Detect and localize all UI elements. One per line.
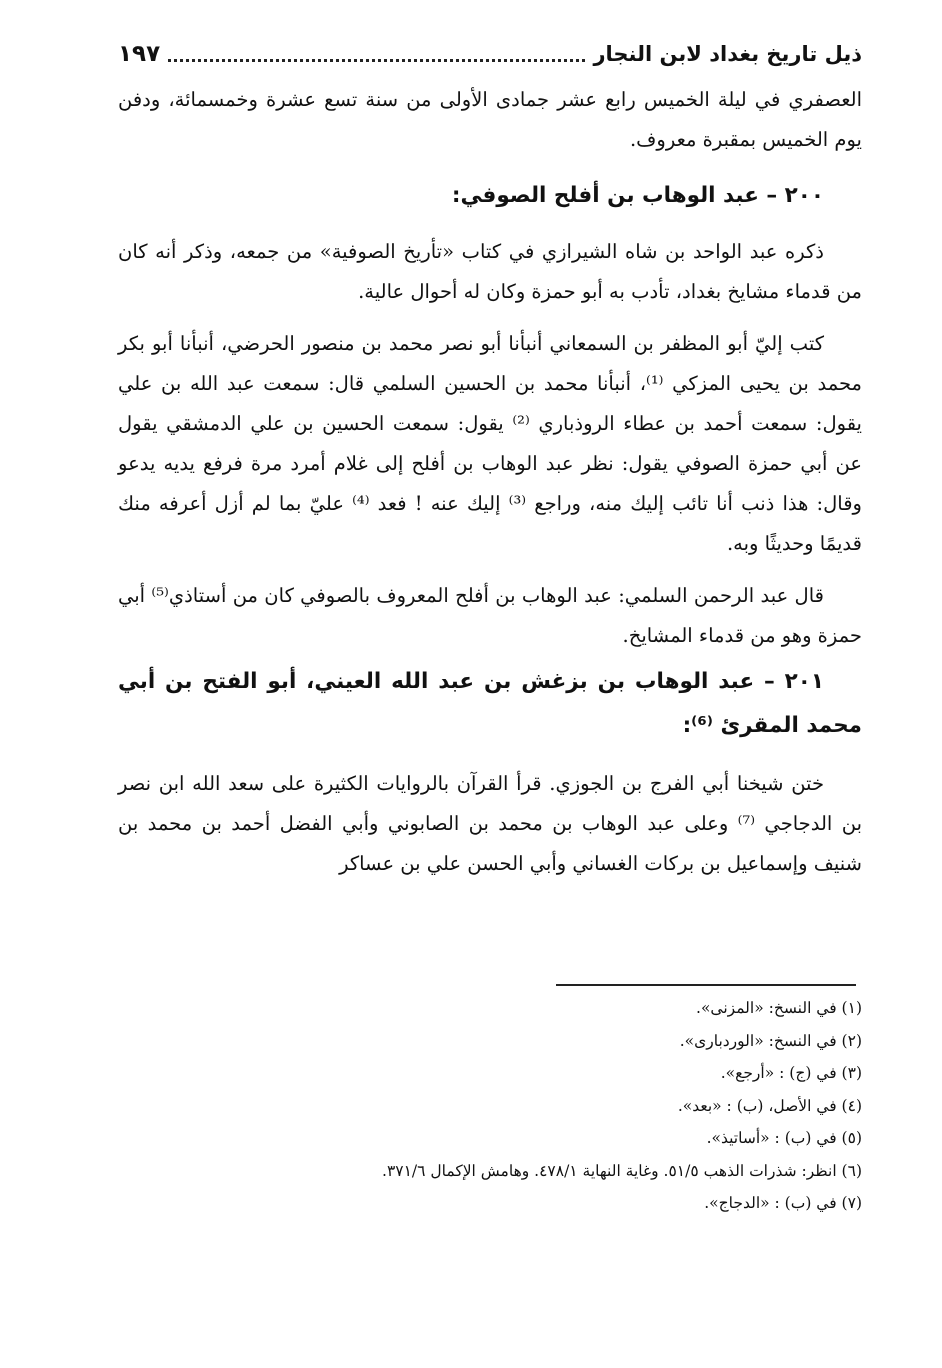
footnote-item: (٥) في (ب) : «أساتيذ».: [706, 1129, 862, 1147]
footnote-item: (٤) في الأصل، (ب) : «بعد».: [677, 1096, 862, 1115]
page-number: ١٩٧: [118, 41, 161, 67]
body-paragraph: ختن شيخنا أبي الفرج بن الجوزي. قرأ القرآن بالروايات الكثيرة على سعد الله ابن نصر بن الدجاجي ⁽⁷⁾ وعلى عبد الوهاب بن محمد بن الصابوني وأبي الفضل أحمد بن محمد بن شنيف وإسماعيل بن بركات الغساني وأبي الحسن علي بن عساكر: [118, 772, 862, 875]
body-paragraph: العصفري في ليلة الخميس رابع عشر جمادى الأولى من سنة تسع عشرة وخمسمائة، ودفن يوم الخميس بمقبرة معروف.: [118, 88, 862, 151]
body-paragraph: قال عبد الرحمن السلمي: عبد الوهاب بن أفلح المعروف بالصوفي كان من أستاذي⁽⁵⁾ أبي حمزة وهو من قدماء المشايخ.: [118, 584, 862, 647]
footnote-item: (٦) انظر: شذرات الذهب ٥١/٥. وغاية النهاية ٤٧٨/١. وهامش الإكمال ٣٧١/٦.: [382, 1161, 862, 1180]
body-paragraph: ذكره عبد الواحد بن شاه الشيرازي في كتاب «تأريخ الصوفية» من جمعه، وذكر أنه كان من قدماء مشايخ بغداد، تأدب به أبو حمزة وكان له أحوال عالية.: [118, 240, 862, 303]
running-header: [118, 34, 862, 74]
book-title: ذيل تاريخ بغداد لابن النجار: [593, 42, 862, 66]
entry-heading: ٢٠٠ – عبد الوهاب بن أفلح الصوفي:: [451, 183, 824, 208]
body-paragraph: كتب إليّ أبو المظفر بن السمعاني أنبأنا أبو نصر محمد بن منصور الحرضي، أنبأنا أبو بكر محمد بن يحيى المزكي ⁽¹⁾، أنبأنا محمد بن الحسين السلمي قال: سمعت عبد الله بن علي يقول: سمعت أحمد بن عطاء الروذباري ⁽²⁾ يقول: سمعت الحسين بن علي الدمشقي يقول عن أبي حمزة الصوفي يقول: نظر عبد الوهاب بن أفلح إلى غلام أمرد مرة فرفع يديه يدعو وقال: هذا ذنب أنا تائب إليك منه، وراجع ⁽³⁾ إليك عنه ! فعد ⁽⁴⁾ عليّ بما لم أزل أعرفه منك قديمًا وحديثًا وبه.: [118, 332, 863, 555]
paragraph-gap: [118, 564, 862, 576]
footnote-item: (٧) في (ب) : «الدجاج».: [704, 1194, 862, 1212]
footnote-separator: [556, 984, 856, 986]
entry-heading: ٢٠١ – عبد الوهاب بن بزغش بن عبد الله العيني، أبو الفتح بن أبي محمد المقرئ ⁽⁶⁾:: [118, 669, 862, 738]
footnote-item: (١) في النسخ: «المزنى».: [696, 999, 862, 1017]
paragraph-gap: [118, 312, 862, 324]
footnotes-list: [118, 992, 862, 1220]
header-leader-dots: [168, 59, 585, 62]
main-text: [118, 80, 862, 884]
footnote-item: (٢) في النسخ: «الوردبارى».: [679, 1031, 862, 1050]
footnote-item: (٣) في (ج) : «أرجع».: [720, 1064, 862, 1082]
